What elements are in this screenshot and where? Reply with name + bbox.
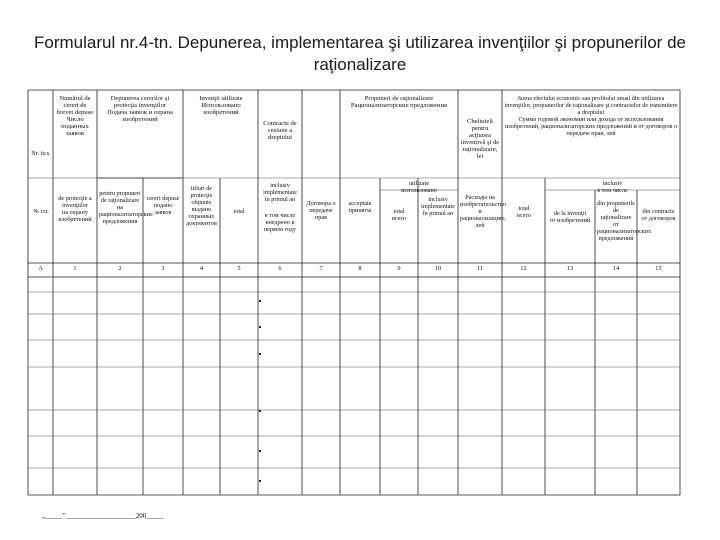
col-number: 9	[397, 265, 401, 272]
subheader-protectie: titluri de protecţie obţinute выдано охранных документов	[186, 185, 217, 227]
page-title: Formularul nr.4-tn. Depunerea, implementarea şi utilizarea invenţiilor şi propunerilor de raţionalizare	[34, 33, 686, 74]
col-number: 6	[278, 265, 282, 272]
header-col6: Cheltuieli pentru acţiunea inventivă şi de raţionalizare, lei	[460, 118, 500, 160]
subheader-utilizate: utilizate использовано	[401, 180, 437, 194]
dot-mark	[259, 410, 261, 412]
col-number: 12	[520, 265, 527, 272]
subheader-contracte2: din contracte от договоров	[641, 208, 676, 222]
subheader-inclusiv-ru: в том числе внедрено в первом году	[263, 212, 296, 233]
col-number: 5	[237, 265, 241, 272]
col-number: 11	[476, 265, 484, 272]
col-number: 15	[655, 265, 662, 272]
subheader-impl: inclusiv implementate în primul an	[421, 196, 455, 217]
col-number: 7	[319, 265, 323, 272]
dot-mark	[259, 480, 261, 482]
header-col1: Numărul de cereri de brevet depuse Число поданных заявок	[56, 95, 94, 137]
col-number: 14	[612, 265, 620, 272]
subheader-cereri: cereri depuse подано заявок	[146, 195, 180, 216]
subheader-total3: total всего	[517, 205, 531, 219]
header-col4: Contracte de cesiune a dreptului	[263, 120, 297, 141]
header-col7: Suma efectului economic sau profitului anual din utilizarea invenţiilor, propunerilor de raţionalizare şi contractelor de transmitere a dreptului Сумма годовой экономии или дохода от использования изобретений, рационализаторских предложений и от договоров о передаче прав, лей	[504, 95, 678, 137]
subheader-brevet: de protecţie a invenţiilor на охрану изобретений	[58, 195, 92, 223]
subheader-acceptate: acceptate приняты	[348, 200, 372, 214]
dot-mark	[259, 353, 261, 355]
footer-date-line: „_____”____________________200_____	[42, 512, 164, 520]
dot-mark	[259, 300, 261, 302]
subheader-contracte: Договора о передаче прав	[306, 200, 336, 221]
subheader-inclusiv3: inclusiv в том числе	[597, 180, 628, 194]
header-nr-tics: Nr. tics.	[31, 150, 51, 157]
col-number: 3	[161, 265, 165, 272]
dot-mark	[259, 450, 261, 452]
col-number: 8	[358, 265, 362, 272]
dot-mark	[259, 326, 261, 328]
subheader-cheltuieli: Расходы на изобретательство и рационализацию, лей	[460, 194, 507, 229]
subheader-inventii: de la invenţii от изобретений	[549, 210, 591, 224]
subheader-inclusiv: inclusiv implementate în primul an	[263, 182, 297, 203]
col-number: 10	[434, 265, 442, 272]
col-number: 13	[566, 265, 574, 272]
header-col2: Depunerea cererilor şi protecţia invenţiilor Подача заявок и охрана изобретений	[107, 95, 173, 123]
header-col3: Invenţii utilizate Использовано изобретений	[199, 95, 243, 116]
header-col5: Propuneri de raţionalizare Рационализаторские предложения	[350, 95, 448, 109]
col-number: 2	[118, 265, 122, 272]
subheader-total: total	[233, 208, 245, 215]
subheader-total2: total всего	[392, 208, 406, 222]
header-nr-cr: № crt.	[33, 208, 49, 215]
subheader-propuneri: pentru propuneri de raţionalizare на рационализаторские предложения	[99, 190, 153, 225]
col-number: A	[38, 265, 43, 272]
col-number: 1	[73, 265, 77, 272]
subheader-propuneri-rationalizare: din propunerile de raţionalizare от рационализаторских предложений	[597, 200, 652, 242]
col-number: 4	[199, 265, 204, 272]
